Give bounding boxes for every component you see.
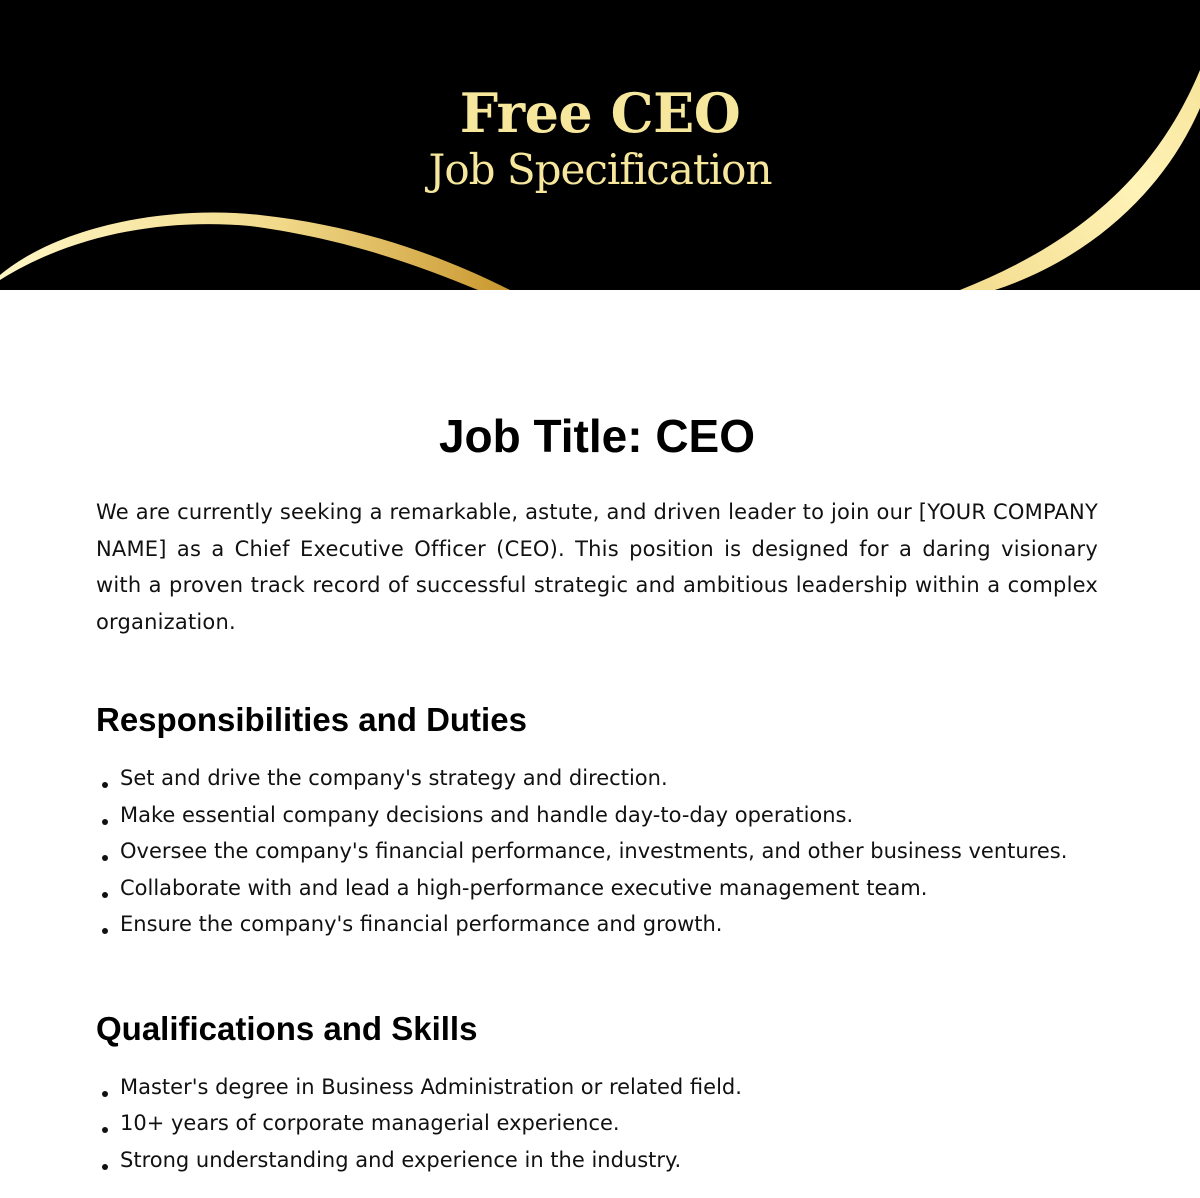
responsibilities-list: [96, 760, 1073, 943]
document-body: [96, 290, 1098, 1178]
list-item: Make essential company decisions and handle day-to-day operations.: [96, 797, 1073, 834]
intro-paragraph: We are currently seeking a remarkable, astute, and driven leader to join our [YOUR COMPANY NAME] as a Chief Executive Officer (CEO). This position is designed for a daring visionary with a proven track record of successful strategic and ambitious leadership within a complex organization.: [96, 500, 1098, 634]
list-item: Ensure the company's financial performance and growth.: [96, 906, 1073, 943]
list-item: Set and drive the company's strategy and direction.: [96, 760, 1073, 797]
job-title: Job Title: CEO: [438, 410, 756, 462]
list-item: Oversee the company's financial performance, investments, and other business ventures.: [96, 833, 1073, 870]
list-item: Master's degree in Business Administration or related field.: [96, 1069, 1073, 1106]
left-swoosh: [0, 213, 510, 291]
section-heading-qualifications: Qualifications and Skills: [96, 1009, 478, 1047]
header-subtitle: Job Specification: [428, 145, 772, 194]
list-item: Collaborate with and lead a high-performance executive management team.: [96, 870, 1073, 907]
section-heading-responsibilities: Responsibilities and Duties: [96, 701, 527, 738]
list-item: Strong understanding and experience in the industry.: [96, 1142, 1073, 1179]
list-item: 10+ years of corporate managerial experience.: [96, 1105, 1073, 1142]
header-banner: [0, 0, 1200, 290]
header-title: Free CEO: [459, 81, 741, 145]
qualifications-list: [96, 1069, 1073, 1179]
